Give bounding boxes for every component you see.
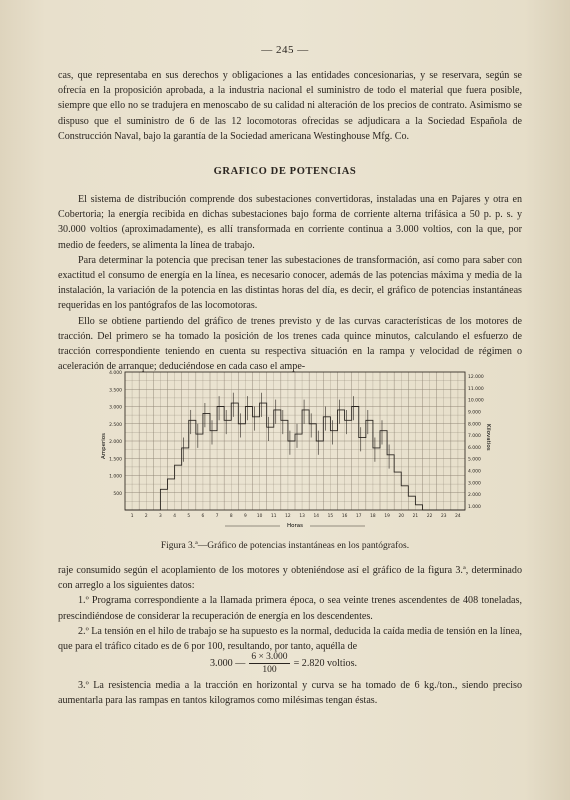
- list-item-2: 2.º La tensión en el hilo de trabajo se ha supuesto es la normal, deducida la caída media de tensión en la línea, que para el tráfico citado es de 6 por 100, resultando, por tanto, aquélla de: [58, 625, 522, 653]
- chart-x-tick-label: 3: [159, 514, 162, 519]
- chart-left-tick-label: 500: [113, 491, 122, 497]
- chart-right-tick-label: 11.000: [468, 386, 484, 392]
- formula-numerator: 6 × 3.000: [251, 652, 288, 662]
- chart-x-tick-label: 2: [144, 514, 148, 519]
- chart-x-tick-label: 7: [215, 514, 219, 519]
- formula-lhs: 3.000 —: [210, 658, 246, 669]
- chart-x-tick-label: 23: [441, 514, 447, 519]
- chart-right-axis-label: Kilovatios: [485, 424, 491, 451]
- chart-left-tick-label: 3.500: [109, 388, 122, 394]
- chart-x-tick-label: 24: [455, 514, 461, 519]
- chart-x-tick-label: 20: [398, 514, 404, 519]
- chart-x-tick-label: 4: [173, 514, 176, 519]
- list-item-3: 3.º La resistencia media a la tracción en horizontal y curva se ha tomado de 6 kg./ton., siendo preciso aumentarla para las rampas en tantos kilogramos como milésimas tengan éstas.: [58, 680, 522, 707]
- chart-right-tick-label: 12.000: [468, 375, 484, 380]
- chart-x-tick-label: 9: [244, 514, 247, 519]
- section-title: GRAFICO DE POTENCIAS: [213, 166, 357, 177]
- chart-right-tick-label: 4.000: [468, 469, 481, 475]
- chart-x-tick-label: 12: [285, 514, 291, 519]
- chart-right-tick-label: 5.000: [468, 457, 481, 463]
- chart-x-tick-label: 8: [229, 514, 233, 519]
- chart-x-tick-label: 16: [341, 514, 348, 519]
- chart-right-tick-label: 3.000: [468, 481, 481, 487]
- chart-x-ticks: [131, 513, 461, 519]
- chart-x-tick-label: 17: [356, 514, 362, 519]
- formula-denominator: 100: [262, 665, 277, 675]
- voltage-formula: [210, 651, 357, 676]
- chart-x-tick-label: 11: [271, 514, 277, 519]
- intro-paragraph: cas, que representaba en sus derechos y obligaciones a las entidades concesionarias, y se reservara, según se ofrecía en la proposición aprobada, a la industria nacional el suministro de todo el material que fuera posible, siempre que ello no se tradujera en menoscabo de su calidad ni alteración de los precios de contrato. Asimismo se dispuso que el suministro de 6 de las 12 locomotoras ofrecidas se adjudicara a la Sociedad Española de Construcción Naval, bajo la garantía de la Sociedad americana Westinghouse Mfg. Co.: [58, 70, 522, 142]
- chart-x-tick-label: 18: [370, 514, 376, 519]
- formula-rhs: = 2.820 voltios.: [293, 658, 358, 669]
- list-item-1: 1.º Programa correspondiente a la llamada primera época, o sea veinte trenes ascendentes de 408 toneladas, prescindiéndose de considerar la recuperación de energía en los descendentes.: [58, 595, 522, 622]
- intro-paragraph-block: [58, 68, 522, 144]
- final-paragraph-block: [58, 678, 522, 708]
- paragraph-2: Para determinar la potencia que precisan tener las subestaciones de transformación, así como para saber con exactitud el consumo de energía en la línea, es necesario conocer, además de las potencias máxima y media de la instalación, la variación de la potencia en las distintas horas del día, es decir, el gráfico de potencias instantáneas requeridas en los pantógrafos de las locomotoras.: [58, 254, 522, 312]
- chart-right-ticks: [468, 374, 484, 510]
- paragraph-1: El sistema de distribución comprende dos subestaciones convertidoras, instaladas una en Pajares y otra en Cobertoria; la energía recibida en dichas subestaciones bajo forma de corriente alterna trifásica a 50 p. p. s. y 30.000 voltios (aproximadamente), es allí transformada en corriente continua a 3.000 voltios, con la que, por medio de feeders, se alimenta la línea de trabajo.: [58, 194, 522, 251]
- chart-right-tick-label: 8.000: [468, 422, 481, 428]
- chart-x-tick-label: 22: [426, 514, 433, 519]
- chart-left-tick-label: 1.500: [109, 457, 122, 463]
- chart-left-tick-label: 3.000: [109, 405, 122, 411]
- chart-right-tick-label: 7.000: [468, 434, 481, 440]
- paragraph-4: raje consumido según el acoplamiento de los motores y obteniéndose así el gráfico de la figura 3.ª, determinado con arreglo a los siguientes datos:: [58, 565, 522, 592]
- figure-caption: Figura 3.ª—Gráfico de potencias instantáneas en los pantógrafos.: [160, 541, 410, 551]
- chart-right-tick-label: 10.000: [468, 398, 484, 404]
- chart-x-axis-label: Horas: [287, 523, 303, 529]
- paragraph-3: Ello se obtiene partiendo del gráfico de trenes previsto y de las curvas características de los motores de tracción. Del primero se ha tomado la posición de los trenes cada quince minutos, calculando el esfuerzo de tracción correspondiente teniendo en cuenta su respectiva situación en la rampa y velocidad de régimen o aceleración de arranque; deduciéndose en cada caso el ampe-: [58, 315, 522, 373]
- chart-x-tick-label: 10: [256, 514, 263, 519]
- chart-left-tick-label: 2.000: [109, 440, 122, 445]
- continued-paragraphs: [58, 563, 522, 654]
- chart-x-tick-label: 21: [412, 514, 419, 519]
- chart-x-tick-label: 14: [313, 514, 319, 519]
- chart-x-tick-label: 13: [299, 514, 305, 519]
- page-number: — 245 —: [261, 44, 309, 56]
- chart-left-tick-label: 1.000: [109, 474, 122, 480]
- formula-fraction: [249, 651, 289, 676]
- chart-left-ticks: [109, 370, 122, 497]
- chart-left-axis-label: Amperios: [101, 432, 107, 459]
- chart-right-tick-label: 6.000: [468, 445, 481, 451]
- chart-x-tick-label: 1: [130, 514, 134, 519]
- chart-left-tick-label: 2.500: [109, 422, 122, 428]
- chart-x-tick-label: 6: [201, 514, 205, 519]
- chart-x-tick-label: 19: [384, 514, 390, 519]
- chart-x-tick-label: 15: [327, 514, 334, 519]
- chart-right-tick-label: 9.000: [468, 410, 481, 416]
- chart-left-tick-label: 4.000: [109, 371, 122, 376]
- chart-right-tick-label: 2.000: [468, 493, 481, 499]
- body-paragraphs: [58, 192, 522, 374]
- chart-x-tick-label: 5: [187, 514, 191, 519]
- power-chart: [95, 364, 495, 539]
- chart-right-tick-label: 1.000: [468, 505, 481, 510]
